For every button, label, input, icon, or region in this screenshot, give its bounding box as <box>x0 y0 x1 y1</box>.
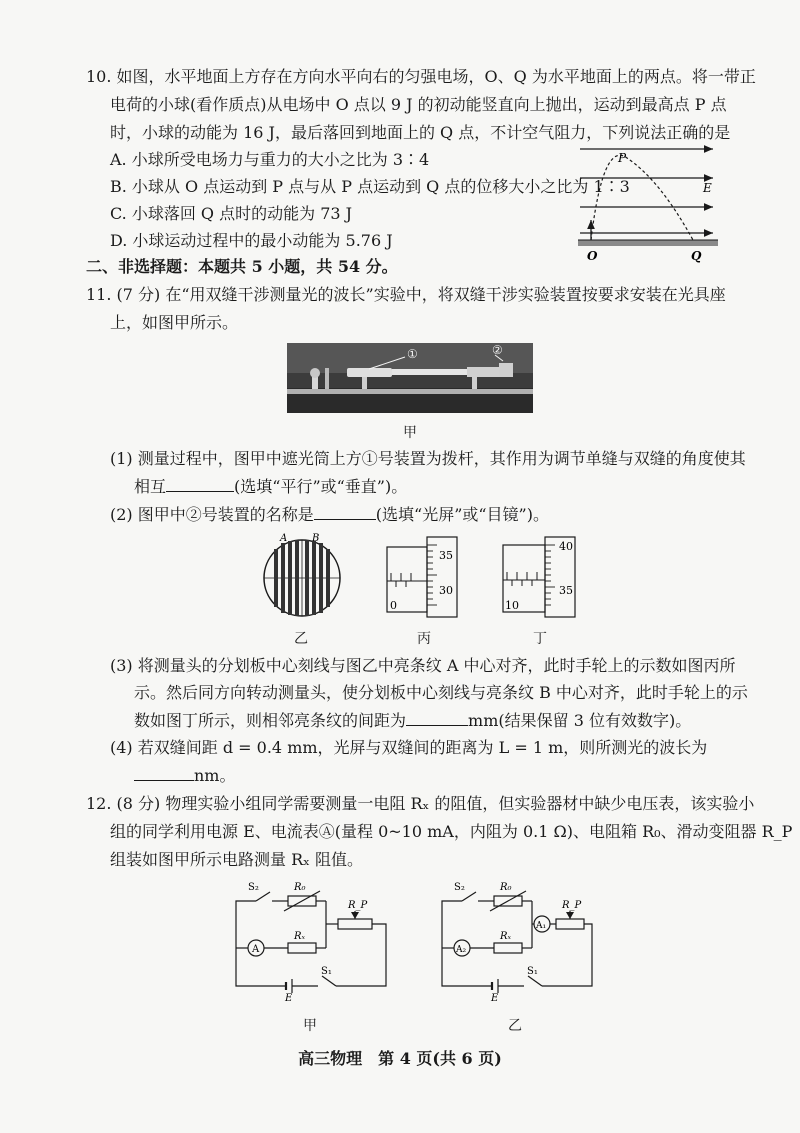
q11-part3-line-2: 示。然后同方向转动测量头，使分划板中心刻线与亮条纹 B 中心对齐，此时手轮上的示 <box>134 683 748 702</box>
q10-option-b: B. 小球从 O 点运动到 P 点与从 P 点运动到 Q 点的位移大小之比为 1∶3 <box>110 177 630 196</box>
part3-prefix: 数如图丁所示，则相邻亮条纹的间距为 <box>134 711 407 730</box>
jia-label-a: A <box>252 944 260 955</box>
bing-tick-0: 0 <box>390 599 397 612</box>
ding-tick-35: 35 <box>559 584 573 597</box>
photo-caption: 甲 <box>403 425 417 441</box>
apparatus-photo <box>287 343 533 413</box>
circuit-yi <box>432 876 602 1004</box>
ding-tick-10: 10 <box>505 599 519 612</box>
yi-label-a1: A₁ <box>536 921 547 931</box>
q11-part4-line-2 <box>134 764 235 787</box>
fringe-figure <box>262 533 342 628</box>
q10-stem-line-1: 10. 如图，水平地面上方存在方向水平向右的匀强电场，O、Q 为水平地面上的两点。将一带正 <box>86 67 756 86</box>
yi-label-r0: R₀ <box>500 882 512 893</box>
circuit-yi-caption: 乙 <box>508 1018 522 1034</box>
yi-label-a2: A₂ <box>456 945 467 955</box>
q12-stem-line-2: 组的同学利用电源 E、电流表Ⓐ(量程 0~10 mA，内阻为 0.1 Ω)、电阻箱 R₀、滑动变阻器 R_P <box>110 822 793 841</box>
part4-suffix: nm。 <box>194 766 236 785</box>
q11-part1-line-1: (1) 测量过程中，图甲中遮光筒上方①号装置为拨杆，其作用为调节单缝与双缝的角度使其 <box>110 449 746 468</box>
bing-tick-35: 35 <box>439 549 453 562</box>
label-q: Q <box>691 249 702 263</box>
q10-stem-line-3: 时，小球的动能为 16 J，最后落回到地面上的 Q 点，不计空气阻力，下列说法正确的是 <box>110 123 731 142</box>
part1-suffix: (选填“平行”或“垂直”)。 <box>234 477 408 496</box>
jia-label-s2: S₂ <box>248 882 259 893</box>
yi-label-rx: Rₓ <box>500 931 512 942</box>
jia-label-s1: S₁ <box>321 966 332 977</box>
q10-option-d: D. 小球运动过程中的最小动能为 5.76 J <box>110 231 393 250</box>
jia-label-rx: Rₓ <box>294 931 306 942</box>
ding-caption: 丁 <box>533 631 547 647</box>
q11-part3-line-1: (3) 将测量头的分划板中心刻线与图乙中亮条纹 A 中心对齐，此时手轮上的示数如图丙所 <box>110 656 736 675</box>
label-e: E <box>703 181 712 195</box>
q11-part2 <box>110 503 549 526</box>
answer-blank-spacing[interactable] <box>406 709 468 726</box>
q11-stem-line-1: 11. (7 分) 在“用双缝干涉测量光的波长”实验中，将双缝干涉实验装置按要求安装在光具座 <box>86 285 726 304</box>
answer-blank-wavelength[interactable] <box>134 764 194 781</box>
yi-label-rp: R_P <box>562 900 582 911</box>
q12-stem-line-1: 12. (8 分) 物理实验小组同学需要测量一电阻 Rₓ 的阻值，但实验器材中缺少电压表，该实验小 <box>86 794 755 813</box>
q10-stem-line-2: 电荷的小球(看作质点)从电场中 O 点以 9 J 的初动能竖直向上抛出，运动到最高点 P 点 <box>110 95 727 114</box>
photo-mark-2: ② <box>492 343 503 357</box>
photo-mark-1: ① <box>407 347 418 361</box>
answer-blank-device[interactable] <box>314 503 376 520</box>
part3-suffix: mm(结果保留 3 位有效数字)。 <box>468 711 692 730</box>
q11-stem-line-2: 上，如图甲所示。 <box>110 313 239 332</box>
trajectory-curve <box>591 155 693 240</box>
label-o: O <box>587 249 598 263</box>
micrometer-bing <box>387 537 477 617</box>
yi-label-s1: S₁ <box>527 966 538 977</box>
q12-stem-line-3: 组装如图甲所示电路测量 Rₓ 阻值。 <box>110 850 364 869</box>
yi-label-e: E <box>491 993 499 1004</box>
q10-option-a: A. 小球所受电场力与重力的大小之比为 3∶4 <box>110 150 430 169</box>
q11-part3-line-3 <box>134 709 691 732</box>
fringe-label-b: B <box>312 533 320 544</box>
jia-label-r0: R₀ <box>294 882 306 893</box>
fringe-label-a: A <box>280 533 288 544</box>
q10-option-c: C. 小球落回 Q 点时的动能为 73 J <box>110 204 353 223</box>
yi-label-s2: S₂ <box>454 882 465 893</box>
ding-tick-40: 40 <box>559 540 573 553</box>
q10-field-figure <box>575 140 725 265</box>
section-2-heading: 二、非选择题：本题共 5 小题，共 54 分。 <box>86 257 398 276</box>
fringe-caption: 乙 <box>294 631 308 647</box>
q11-part4-line-1: (4) 若双缝间距 d = 0.4 mm，光屏与双缝间的距离为 L = 1 m，则所测光的波长为 <box>110 738 708 757</box>
circuit-jia-caption: 甲 <box>303 1018 317 1034</box>
circuit-jia <box>226 876 396 1004</box>
part2-prefix: (2) 图甲中②号装置的名称是 <box>110 505 314 524</box>
bing-tick-30: 30 <box>439 584 453 597</box>
ground <box>578 240 718 246</box>
part2-suffix: (选填“光屏”或“目镜”)。 <box>375 505 549 524</box>
part1-prefix: 相互 <box>134 477 167 496</box>
q11-part1-line-2 <box>134 475 407 498</box>
answer-blank-parallel[interactable] <box>166 475 234 492</box>
page-footer: 高三物理 第 4 页(共 6 页) <box>298 1049 502 1068</box>
micrometer-ding <box>503 537 598 617</box>
jia-label-rp: R_P <box>348 900 368 911</box>
bing-caption: 丙 <box>417 631 431 647</box>
jia-label-e: E <box>285 993 293 1004</box>
label-p: P <box>618 151 627 165</box>
